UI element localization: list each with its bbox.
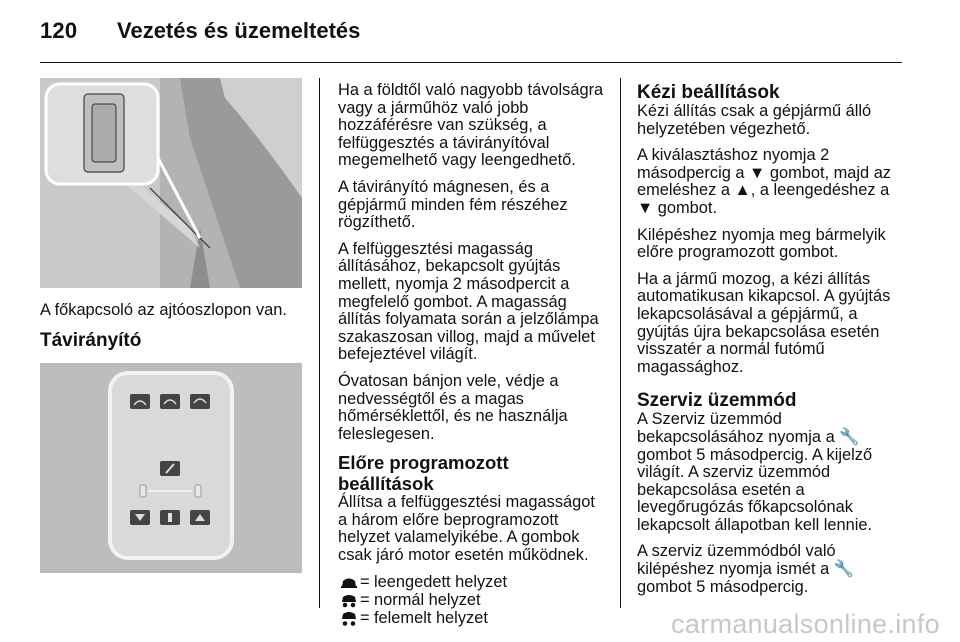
service-heading: Szerviz üzemmód: [637, 390, 797, 412]
legend-list: [338, 574, 608, 628]
manual-heading: Kézi beállítások: [637, 82, 780, 103]
manual-paragraph-2: A kiválasztáshoz nyomja 2 másodpercig a ▼ gombot, majd az emeléshez a ▲, a leengedéshez a ▼ gombot.: [637, 146, 892, 217]
legend-equals: =: [360, 608, 370, 627]
magnet-paragraph: A távirányító mágnesen, és a gépjármű minden fém részéhez rögzíthető.: [338, 177, 568, 232]
manual-paragraph-4: Ha a jármű mozog, a kézi állítás automatikusan kikapcsol. A gyújtás lekapcsolásával a gépjármű, a gyújtás újra bekapcsolása esetén visszatér a normál futómű magassághoz.: [637, 269, 891, 376]
preset-paragraph: Állítsa a felfüggesztési magasságot a három előre beprogramozott helyzet valamelyikébe. A gombok csak járó motor esetén működnek.: [338, 493, 595, 565]
header-rule: [40, 62, 902, 63]
remote-heading: Távirányító: [40, 330, 142, 351]
column-divider-1: [319, 78, 320, 608]
remote-control-illustration: [40, 363, 302, 573]
legend-text-high: felemelt helyzet: [374, 608, 488, 627]
page-title: Vezetés és üzemeltetés: [117, 18, 361, 43]
column-3: [637, 82, 907, 605]
car-low-icon: [338, 577, 360, 589]
service-paragraph-2: A szerviz üzemmódból való kilépéshez nyomja ismét a 🔧 gombot 5 másodpercig.: [637, 542, 855, 596]
height-adjust-paragraph: A felfüggesztési magasság állításához, bekapcsolt gyújtás mellett, nyomja 2 másodpercit a megfelelő gombot. A magasság állítás folyamata során a jelzőlámpa szakaszosan villog, majd a művelet befejeztével világít.: [338, 239, 599, 364]
column-divider-2: [620, 78, 621, 608]
legend-row-normal: [338, 592, 608, 610]
care-paragraph: Óvatosan bánjon vele, védje a nedvességtől és a magas hőmérséklettől, és ne használja feleslegesen.: [338, 371, 568, 443]
legend-row-high: [338, 610, 608, 628]
watermark: carmanualsonline.info: [671, 609, 940, 639]
legend-equals: =: [360, 590, 370, 609]
figure1-caption: A főkapcsoló az ajtóoszlopon van.: [40, 301, 287, 319]
column-2: [338, 82, 608, 628]
legend-equals: =: [360, 572, 370, 591]
preset-heading: Előre programozott beállítások: [338, 452, 509, 495]
manual-paragraph-3: Kilépéshez nyomja meg bármelyik előre programozott gombot.: [637, 225, 886, 262]
page-number: 120: [40, 18, 78, 43]
manual-buttons: [130, 510, 210, 525]
intro-paragraph: Ha a földtől való nagyobb távolságra vagy a járműhöz való jobb hozzáférésre van szükség, a felfüggesztés a távirányítóval megemelhető vagy leengedhető.: [338, 81, 604, 170]
preset-buttons: [130, 394, 210, 409]
door-switch-photo: [40, 78, 302, 288]
legend-text-normal: normál helyzet: [374, 590, 481, 609]
legend-text-low: leengedett helyzet: [374, 572, 508, 591]
car-normal-icon: [338, 594, 360, 608]
service-paragraph-1: A Szerviz üzemmód bekapcsolásához nyomja a 🔧 gombot 5 másodpercig. A kijelző világít. A szerviz üzemmód bekapcsolása esetén a levegőrugózás főkapcsolónak lekapcsolt állapotban kell lennie.: [637, 410, 873, 534]
car-high-icon: [338, 612, 360, 626]
legend-row-low: [338, 574, 608, 592]
door-switch-figure: [40, 78, 302, 288]
remote-figure: [40, 363, 302, 573]
manual-paragraph-1: Kézi állítás csak a gépjármű álló helyzetében végezhető.: [637, 102, 872, 138]
